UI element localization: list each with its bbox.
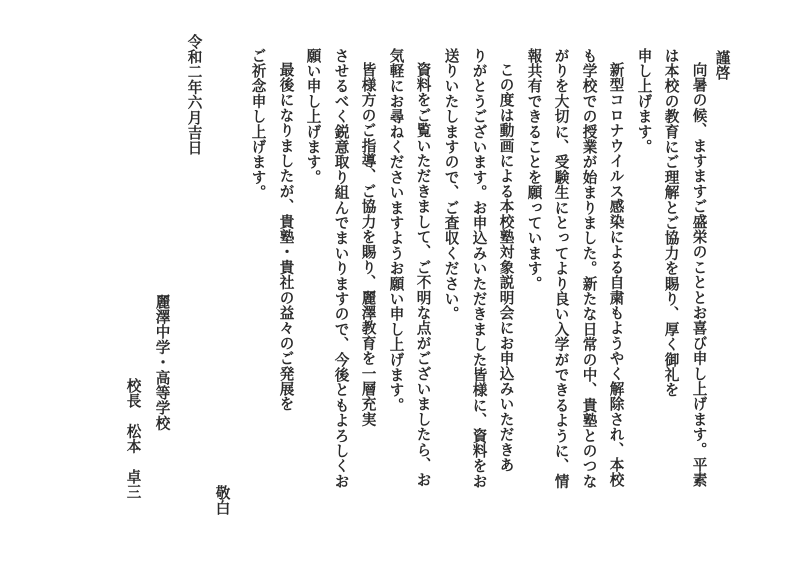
body-line-15: 願い申し上げます。	[304, 48, 322, 185]
body-line-7: 報共有できることを願っています。	[525, 48, 543, 292]
date-line: 令和二年六月吉日	[185, 34, 203, 156]
body-line-11: 資料をご覧いただきまして、ご不明な点がございましたら、お	[414, 62, 432, 488]
body-line-6: がりを大切に、受験生にとってより良い入学ができるように、情	[552, 48, 570, 489]
body-line-12: 気軽にお尋ねくださいますようお願い申し上げます。	[387, 48, 405, 413]
body-line-10: 送りいたしますので、ご査収ください。	[442, 48, 460, 322]
body-line-13: 皆様方のご指導、ご協力を賜り、麗澤教育を一層充実	[359, 62, 377, 427]
opening-greeting: 謹啓	[713, 50, 731, 81]
body-line-14: させるべく鋭意取り組んでまいりますので、今後ともよろしくお	[332, 48, 350, 489]
body-line-9: りがとうございます。お申込みいただきました皆様に、資料をお	[470, 48, 488, 489]
school-name: 麗澤中学・高等学校	[153, 294, 171, 431]
body-line-17: ご祈念申し上げます。	[249, 48, 267, 200]
principal-signature: 校長 松本 卓三	[124, 378, 142, 500]
body-line-2: は本校の教育にご理解とご協力を賜り、厚く御礼を	[662, 48, 680, 398]
body-line-1: 向暑の候、ますますご盛栄のこととお喜び申し上げます。平素	[690, 62, 708, 488]
closing-word: 敬白	[213, 485, 231, 516]
body-line-16: 最後になりましたが、貴塾・貴社の益々のご発展を	[277, 62, 295, 412]
body-line-8: この度は動画による本校塾対象説明会にお申込みいただきあ	[497, 62, 515, 473]
body-line-5: も学校での授業が始まりました。新たな日常の中、貴塾とのつな	[580, 48, 598, 489]
body-line-4: 新型コロナウイルス感染による自粛もようやく解除され、本校	[607, 62, 625, 488]
body-line-3: 申し上げます。	[635, 48, 653, 155]
